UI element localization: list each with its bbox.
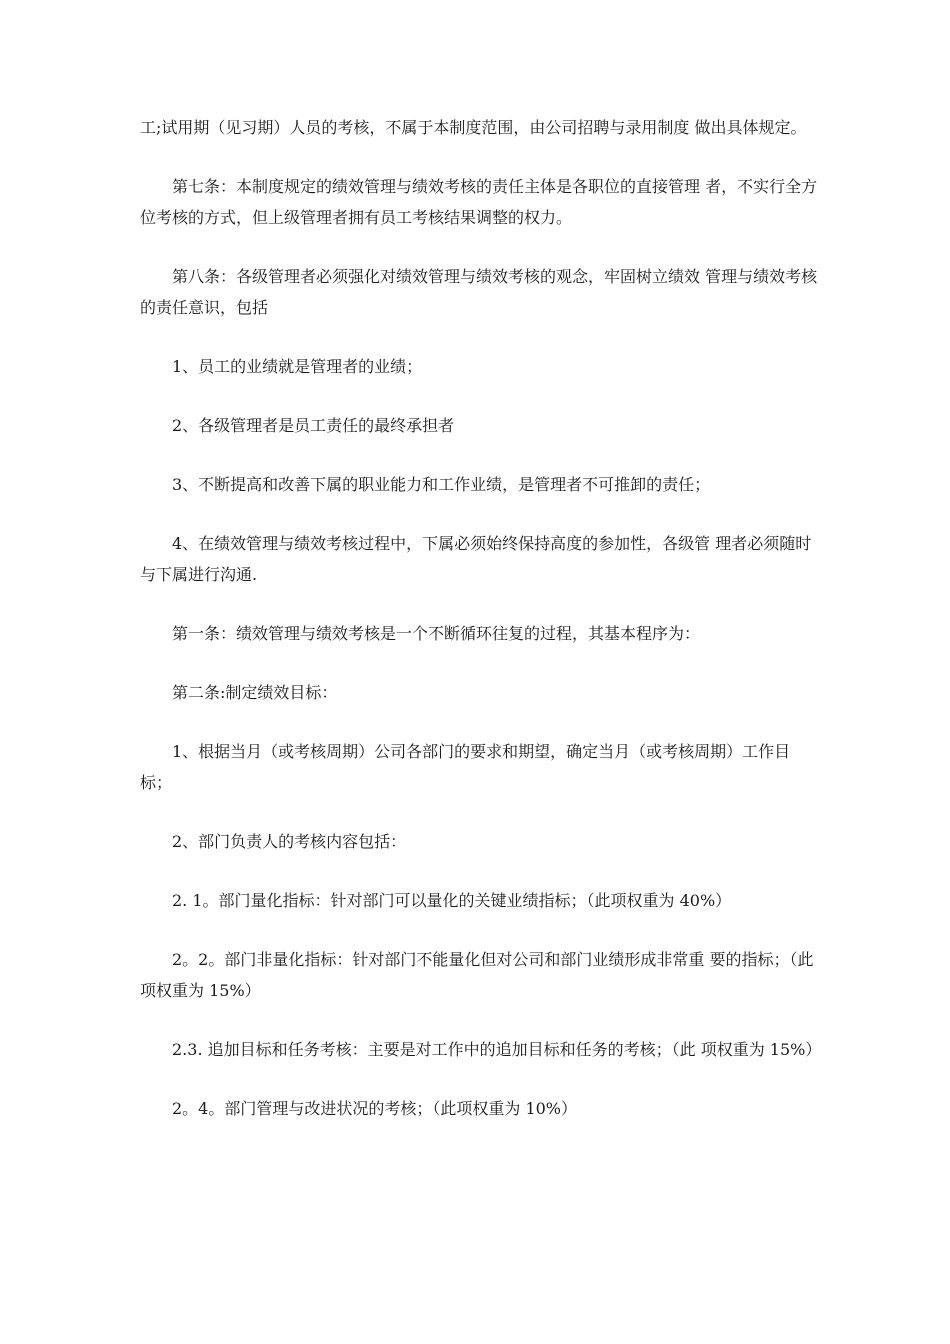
paragraph-article-7: 第七条：本制度规定的绩效管理与绩效考核的责任主体是各职位的直接管理 者，不实行全方位考核的方式，但上级管理者拥有员工考核结果调整的权力。 [140, 177, 818, 227]
list-item-1: 1、员工的业绩就是管理者的业绩； [172, 357, 423, 376]
sub-item-2-3: 2.3. 追加目标和任务考核：主要是对工作中的追加目标和任务的考核；（此 项权重为 15%） [172, 1040, 822, 1059]
goal-item-1: 1、根据当月（或考核周期）公司各部门的要求和期望，确定当月（或考核周期）工作目标； [140, 742, 791, 792]
sub-item-2-2: 2。2。部门非量化指标：针对部门不能量化但对公司和部门业绩形成非常重 要的指标；（此项权重为 15%） [140, 950, 814, 1000]
paragraph-article-8: 第八条：各级管理者必须强化对绩效管理与绩效考核的观念，牢固树立绩效 管理与绩效考核的责任意识，包括 [140, 267, 818, 317]
sub-item-2-4: 2。4。部门管理与改进状况的考核；（此项权重为 10%） [172, 1099, 578, 1118]
sub-item-2-1: 2. 1。部门量化指标：针对部门可以量化的关键业绩指标；（此项权重为 40%） [172, 891, 732, 910]
goal-item-2: 2、部门负责人的考核内容包括： [172, 832, 407, 851]
list-item-2: 2、各级管理者是员工责任的最终承担者 [172, 416, 455, 435]
paragraph-article-2: 第二条:制定绩效目标： [172, 683, 338, 702]
paragraph-article-1: 第一条：绩效管理与绩效考核是一个不断循环往复的过程，其基本程序为： [172, 624, 701, 643]
list-item-4: 4、在绩效管理与绩效考核过程中，下属必须始终保持高度的参加性，各级管 理者必须随时与下属进行沟通. [140, 534, 812, 584]
paragraph-1: 工;试用期（见习期）人员的考核，不属于本制度范围，由公司招聘与录用制度 做出具体规定。 [140, 118, 807, 137]
list-item-3: 3、不断提高和改善下属的职业能力和工作业绩，是管理者不可推卸的责任； [172, 475, 711, 494]
document-body [140, 112, 820, 1152]
